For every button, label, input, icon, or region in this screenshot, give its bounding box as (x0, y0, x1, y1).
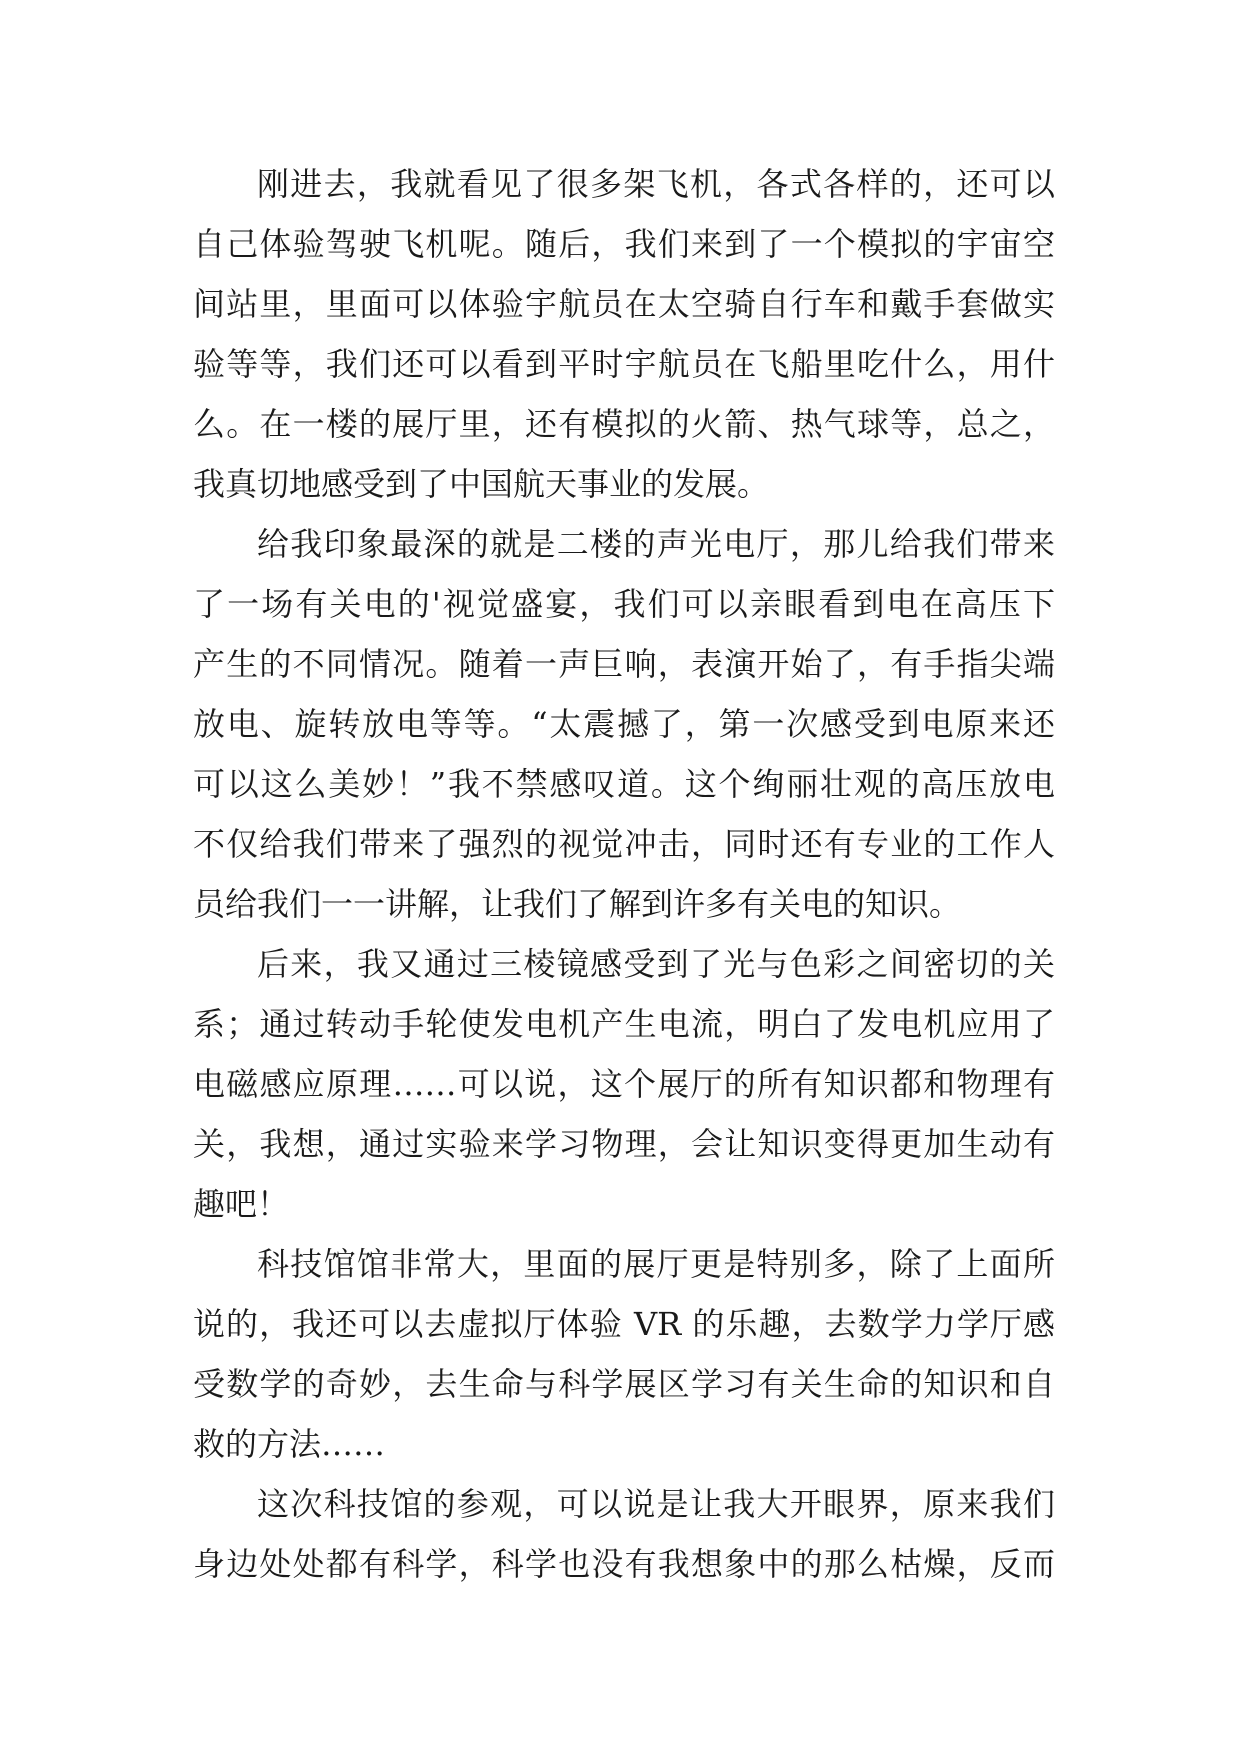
paragraph-5 (193, 1474, 1055, 1594)
paragraph-4 (193, 1234, 1055, 1474)
text-line: 系；通过转动手轮使发电机产生电流，明白了发电机应用了 (193, 1005, 1055, 1043)
text-line: 给我印象最深的就是二楼的声光电厅，那儿给我们带来 (257, 525, 1055, 563)
text-line: 身边处处都有科学，科学也没有我想象中的那么枯燥，反而 (193, 1545, 1055, 1583)
paragraph-1 (193, 154, 1055, 514)
text-line: 间站里，里面可以体验宇航员在太空骑自行车和戴手套做实 (193, 285, 1055, 323)
text-line: 电磁感应原理……可以说，这个展厅的所有知识都和物理有 (193, 1065, 1055, 1103)
text-line: 不仅给我们带来了强烈的视觉冲击，同时还有专业的工作人 (193, 825, 1055, 863)
text-line: 了一场有关电的'视觉盛宴，我们可以亲眼看到电在高压下 (193, 585, 1055, 623)
text-line: 关，我想，通过实验来学习物理，会让知识变得更加生动有 (193, 1125, 1055, 1163)
text-line: 后来，我又通过三棱镜感受到了光与色彩之间密切的关 (257, 945, 1055, 983)
paragraph-3 (193, 934, 1055, 1234)
text-line: 产生的不同情况。随着一声巨响，表演开始了，有手指尖端 (193, 645, 1055, 683)
text-line: 受数学的奇妙，去生命与科学展区学习有关生命的知识和自 (193, 1365, 1055, 1403)
document-body (193, 154, 1055, 1594)
text-line: 可以这么美妙！”我不禁感叹道。这个绚丽壮观的高压放电 (193, 765, 1055, 803)
text-line: 么。在一楼的展厅里，还有模拟的火箭、热气球等，总之， (193, 405, 1055, 443)
text-line: 这次科技馆的参观，可以说是让我大开眼界，原来我们 (257, 1485, 1055, 1523)
text-line: 验等等，我们还可以看到平时宇航员在飞船里吃什么，用什 (193, 345, 1055, 383)
text-line: 员给我们一一讲解，让我们了解到许多有关电的知识。 (193, 885, 962, 923)
text-line: 趣吧！ (193, 1185, 290, 1223)
text-line: 救的方法…… (193, 1425, 386, 1463)
text-line: 科技馆馆非常大，里面的展厅更是特别多，除了上面所 (257, 1245, 1055, 1283)
text-line: 刚进去，我就看见了很多架飞机，各式各样的，还可以 (257, 165, 1055, 203)
text-line: 说的，我还可以去虚拟厅体验 VR 的乐趣，去数学力学厅感 (193, 1305, 1055, 1343)
text-line: 自己体验驾驶飞机呢。随后，我们来到了一个模拟的宇宙空 (193, 225, 1055, 263)
text-line: 放电、旋转放电等等。“太震撼了，第一次感受到电原来还 (193, 705, 1055, 743)
paragraph-2 (193, 514, 1055, 934)
text-line: 我真切地感受到了中国航天事业的发展。 (193, 465, 770, 503)
